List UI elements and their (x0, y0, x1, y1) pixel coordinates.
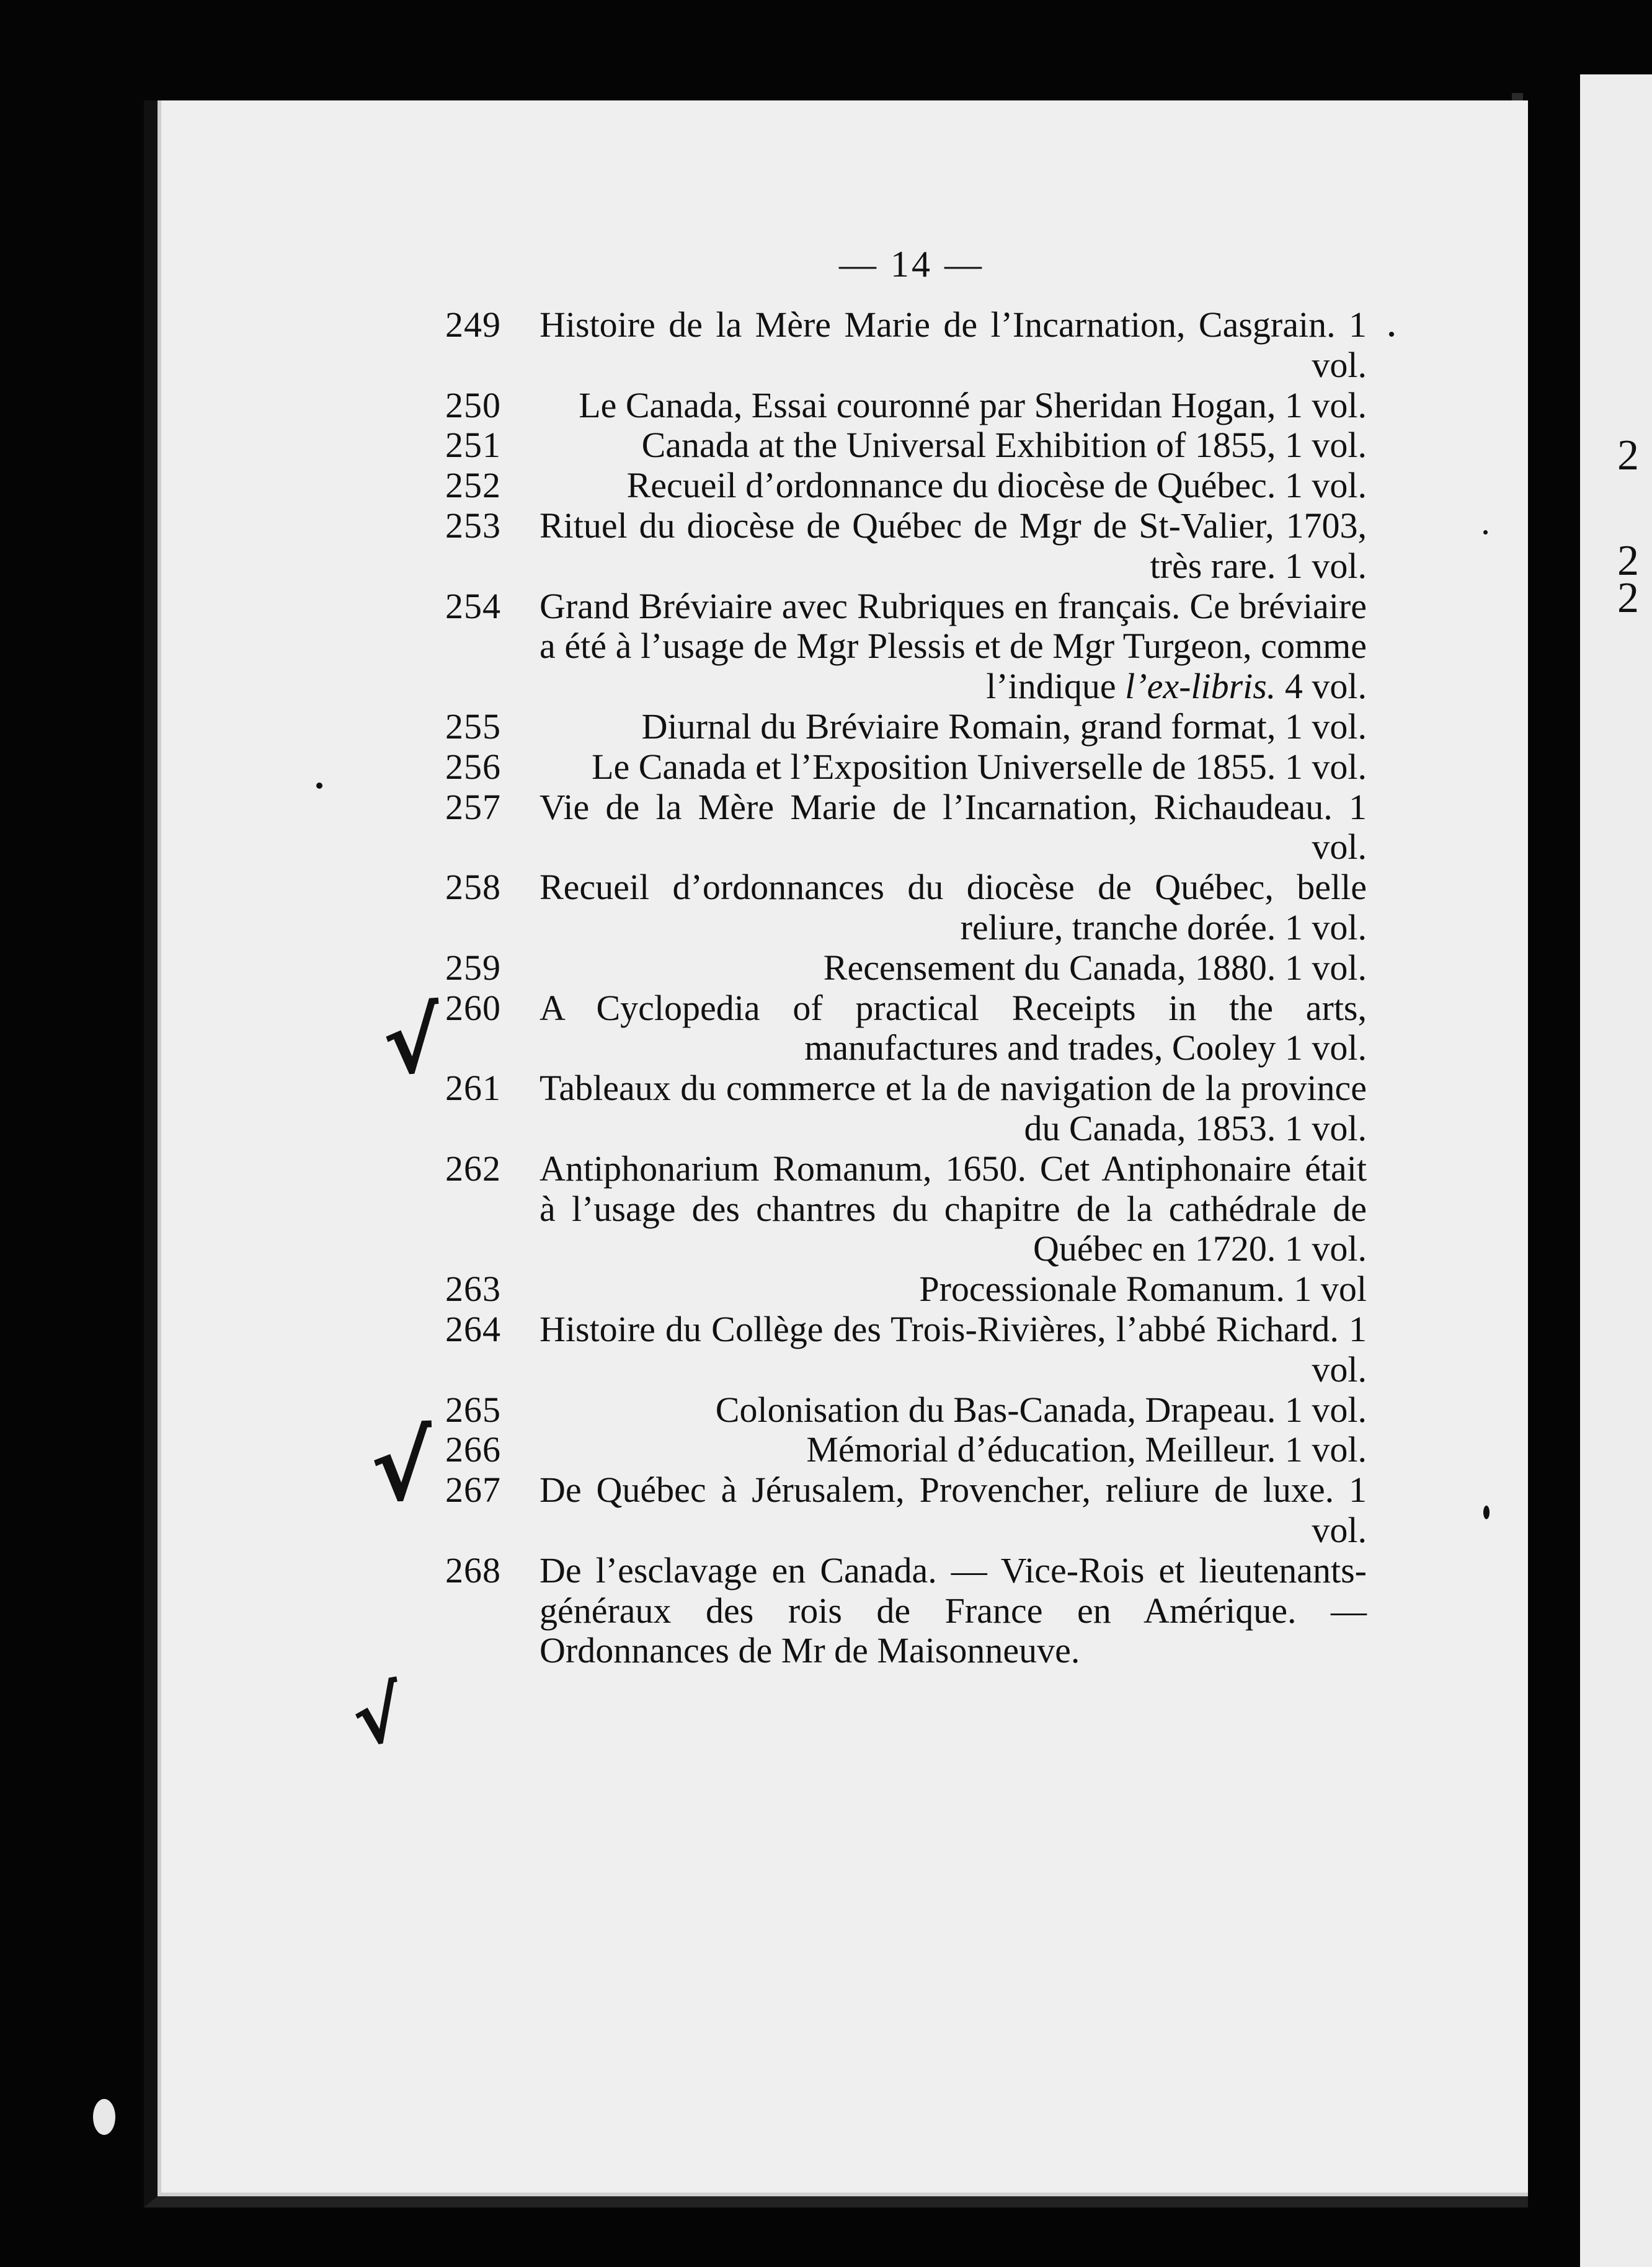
handwritten-checkmark-icon: √ (346, 1670, 411, 1764)
catalogue-entry-264 (446, 1310, 1367, 1390)
catalogue-entry-257 (446, 787, 1367, 868)
catalogue-entry-265 (446, 1390, 1367, 1431)
catalogue-entry-255 (446, 707, 1367, 747)
entry-text: Histoire du Collège des Trois-Rivières, l’abbé Richard. 1 vol. (540, 1308, 1367, 1390)
catalogue-entry-267 (446, 1470, 1367, 1551)
catalogue-entry-268 (446, 1551, 1367, 1671)
entry-text: Histoire de la Mère Marie de l’Incarnation, Casgrain. 1 vol. (540, 304, 1367, 385)
entry-number: 252 (445, 465, 501, 506)
handwritten-checkmark-icon: √ (368, 1413, 435, 1523)
entry-number: 267 (445, 1470, 501, 1511)
catalogue-entry-252 (446, 466, 1367, 506)
catalogue-entry-263 (446, 1269, 1367, 1310)
entry-text: De Québec à Jérusalem, Provencher, reliure de luxe. 1 vol. (540, 1470, 1367, 1550)
entry-text: Tableaux du commerce et la de navigation de la province du Canada, 1853. 1 vol. (540, 1068, 1367, 1148)
entry-number: 262 (445, 1148, 501, 1189)
catalogue-entry-250 (446, 386, 1367, 426)
entry-text: Recueil d’ordonnance du diocèse de Québec. 1 vol. (626, 465, 1367, 506)
entry-number: 255 (445, 706, 501, 747)
scan-speck (316, 783, 322, 789)
entry-italic-text: l’ex-libris. (1125, 666, 1276, 707)
catalogue-entries (446, 305, 1367, 1671)
catalogue-entry-266 (446, 1430, 1367, 1470)
entry-number: 254 (445, 585, 501, 626)
entry-number: 259 (445, 947, 501, 988)
entry-text-part: 4 vol. (1276, 666, 1367, 707)
entry-text: Le Canada et l’Exposition Universelle de 1855. 1 vol. (592, 746, 1367, 787)
entry-number: 253 (445, 505, 501, 546)
entry-text: Antiphonarium Romanum, 1650. Cet Antiphonaire était à l’usage des chantres du chapitre de la cathédrale de Québec en 1720. 1 vol. (540, 1148, 1367, 1269)
entry-number: 256 (445, 746, 501, 787)
entry-number: 265 (445, 1389, 501, 1430)
entry-text (540, 587, 1367, 707)
entry-number: 260 (445, 987, 501, 1028)
catalogue-entry-253 (446, 506, 1367, 587)
entry-text: Mémorial d’éducation, Meilleur. 1 vol. (806, 1429, 1367, 1470)
entry-number: 257 (445, 786, 501, 827)
entry-text: Rituel du diocèse de Québec de Mgr de St-Valier, 1703, très rare. 1 vol. (540, 505, 1367, 586)
scan-speck (1483, 530, 1488, 535)
entry-number: 250 (445, 384, 501, 425)
catalogue-entry-259 (446, 948, 1367, 988)
catalogue-entry-258 (446, 867, 1367, 948)
adjacent-page-fragment: 2 (1617, 574, 1639, 622)
catalogue-entry-251 (446, 425, 1367, 466)
entry-text-part: Grand Bréviaire avec Rubriques en français. Ce bréviaire a été à l’usage de Mgr Plessis et de Mgr Turgeon, comme l’indique (540, 585, 1367, 707)
catalogue-entry-249 (446, 305, 1367, 386)
catalogue-entry-262 (446, 1149, 1367, 1269)
scan-speck (1389, 332, 1394, 337)
entry-number: 261 (445, 1068, 501, 1109)
entry-number: 266 (445, 1429, 501, 1470)
entry-text: Recueil d’ordonnances du diocèse de Québec, belle reliure, tranche dorée. 1 vol. (540, 867, 1367, 947)
entry-text: Le Canada, Essai couronné par Sheridan Hogan, 1 vol. (579, 384, 1367, 425)
entry-text: Vie de la Mère Marie de l’Incarnation, Richaudeau. 1 vol. (540, 786, 1367, 867)
entry-number: 258 (445, 867, 501, 908)
entry-number: 251 (445, 425, 501, 466)
scan-speck (93, 2099, 115, 2135)
adjacent-page-strip (1580, 74, 1652, 2267)
entry-text: De l’esclavage en Canada. — Vice-Rois et lieutenants-généraux des rois de France en Amérique. — Ordonnances de Mr de Maisonneuve. (540, 1550, 1367, 1671)
adjacent-page-fragment: 2 (1617, 537, 1639, 585)
entry-text: Diurnal du Bréviaire Romain, grand format, 1 vol. (641, 706, 1367, 747)
entry-number: 263 (445, 1269, 501, 1310)
page-number: — 14 — (839, 244, 984, 285)
entry-number: 249 (445, 304, 501, 345)
scan-speck (1483, 1506, 1490, 1519)
entry-number: 268 (445, 1550, 501, 1590)
entry-text: Canada at the Universal Exhibition of 1855, 1 vol. (641, 425, 1367, 466)
catalogue-entry-256 (446, 747, 1367, 787)
catalogue-entry-254 (446, 587, 1367, 707)
entry-text: Colonisation du Bas-Canada, Drapeau. 1 vol. (715, 1389, 1367, 1430)
handwritten-checkmark-icon: √ (380, 990, 445, 1096)
entry-text: A Cyclopedia of practical Receipts in the arts, manufactures and trades, Cooley 1 vol. (540, 987, 1367, 1068)
entry-text: Recensement du Canada, 1880. 1 vol. (823, 947, 1367, 988)
adjacent-page-fragment: 2 (1617, 432, 1639, 479)
entry-number: 264 (445, 1308, 501, 1349)
catalogue-entry-260 (446, 988, 1367, 1069)
catalogue-entry-261 (446, 1068, 1367, 1149)
entry-text: Processionale Romanum. 1 vol (919, 1269, 1367, 1310)
